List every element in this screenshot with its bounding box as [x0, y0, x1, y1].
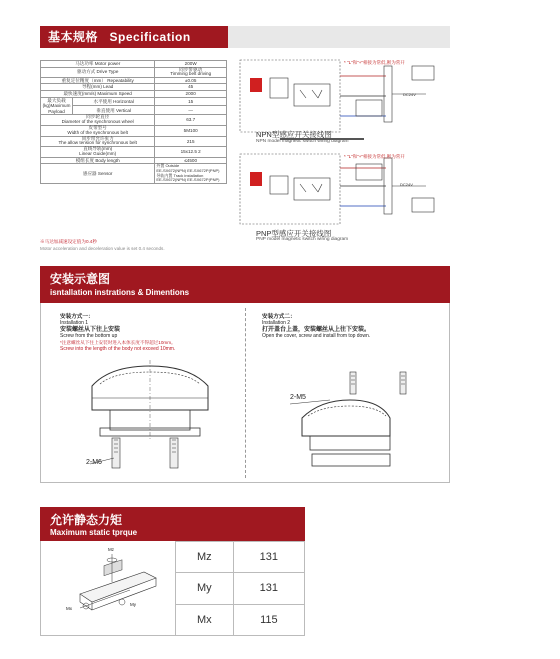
- svg-text:* "L"和"+"相接为常低,断为常开: * "L"和"+"相接为常低,断为常开: [344, 154, 405, 159]
- spec-value: 200W: [155, 61, 227, 68]
- section-header-installation: [40, 266, 450, 303]
- method2-desc-cn: 打开盖台上盖，安装螺丝从上往下安装。: [262, 326, 371, 333]
- table-row: [41, 97, 227, 106]
- install-method-2-text: [262, 314, 447, 340]
- section-title-cn: 允许静态力矩: [50, 513, 123, 527]
- spec-label: 直线导轨(mm) Linear Guide(mm): [41, 147, 155, 158]
- table-row: [41, 67, 227, 77]
- table-row: [176, 604, 305, 635]
- torque-table: [175, 541, 305, 636]
- section-title-specification: [40, 26, 228, 48]
- install-method-1-drawing: [70, 360, 230, 472]
- axis-label-mx: Mx: [66, 606, 72, 611]
- spec-value: 63.7: [155, 115, 227, 126]
- table-row: [41, 136, 227, 147]
- method1-desc-en: Screw from the bottom up: [60, 333, 118, 340]
- method1-desc-cn: 安装螺丝从下往上安装: [60, 326, 121, 333]
- spec-label: 最大负载 (kg)Maximum Payload: [41, 97, 73, 115]
- spec-label: 驱动方式 Drive Type: [41, 67, 155, 77]
- section-title-en: isntallation instrations & Dimentions: [50, 288, 190, 297]
- spec-value: 同步带驱动 Timming belt driving: [155, 67, 227, 77]
- torque-axis: My: [176, 573, 234, 604]
- spec-value: 215: [155, 136, 227, 147]
- section-title-en: Maximum static tprque: [50, 528, 138, 537]
- svg-text:* "L"和"+"相接为常低,断为常开: * "L"和"+"相接为常低,断为常开: [344, 60, 405, 65]
- spec-value: ≤4500: [155, 157, 227, 164]
- section-header-static-torque: [40, 507, 305, 541]
- spec-label: 马达功率 Motor power: [41, 61, 155, 68]
- pnp-subtitle: PNP model magnetic switch wiring diagram: [256, 237, 349, 242]
- led-icon: [250, 78, 262, 92]
- spec-value: 外置 Outside EE-SX672(NPN) EE-SX672P(PNP) 导轨内置 Track installation EE-SX672(NPN) EE-SX672P(PNP): [155, 164, 227, 183]
- spec-value: —: [155, 106, 227, 115]
- spec-label: 同步轮直径 Diameter of the synchronous wheel: [41, 115, 155, 126]
- method2-title-cn: 安装方式二：: [262, 314, 296, 320]
- section-title-cn: 安装示意图: [50, 272, 111, 286]
- pnp-voltage-label: DC24V: [400, 182, 413, 187]
- spec-sub-label: 水平使用 Horizontal: [73, 97, 155, 106]
- spec-table: [40, 60, 227, 184]
- spec-sub-label: 垂直使用 Vertical: [73, 106, 155, 115]
- method2-desc-en: Open the cover, screw and install from top down.: [262, 333, 371, 340]
- note-cn: ※马达加减速设定值为0.4秒: [40, 239, 97, 244]
- pnp-wiring-diagram: [236, 150, 450, 228]
- table-row: [41, 90, 227, 97]
- torque-axes-diagram: [60, 546, 170, 632]
- table-row: [176, 542, 305, 573]
- spec-label: 同步带允许张力 The allow tension for synchronous belt: [41, 136, 155, 147]
- axis-label-my: My: [130, 602, 136, 607]
- torque-axis: Mx: [176, 604, 234, 635]
- spec-value: 5M100: [155, 125, 227, 136]
- install-method-1-text: [60, 314, 240, 352]
- method1-title-en: Installation 1: [60, 320, 89, 327]
- method1-warning-en: Screw into the length of the body not exceed 10mm.: [60, 346, 176, 353]
- torque-value: 131: [233, 542, 304, 573]
- npn-wiring-diagram: [236, 56, 450, 136]
- spec-label: 皮带型号 Width of the synchronous belt: [41, 125, 155, 136]
- npn-voltage-label: DC24V: [403, 92, 416, 97]
- note-en: Motor acceleration and deceleration value is set 0.4 seconds.: [40, 246, 165, 251]
- npn-subtitle: NPN model magnetic switch wiring diagram: [256, 139, 349, 144]
- torque-value: 115: [233, 604, 304, 635]
- torque-value: 131: [233, 573, 304, 604]
- torque-axis: Mz: [176, 542, 234, 573]
- pnp-title: PNP型感应开关接线图: [256, 229, 332, 238]
- section-title-cn: 基本规格: [48, 30, 99, 44]
- table-row: [41, 84, 227, 91]
- table-row: [41, 157, 227, 164]
- spec-value: ±0.05: [155, 77, 227, 84]
- table-row: [41, 115, 227, 126]
- table-row: [41, 77, 227, 84]
- section-title-en: Specification: [109, 30, 191, 44]
- method1-screw-label: 2-M6: [86, 459, 102, 466]
- spec-value: 15: [155, 97, 227, 106]
- installation-divider: [245, 308, 246, 478]
- axis-label-mz: Mz: [108, 547, 114, 552]
- spec-label: 导程(mm) Lead: [41, 84, 155, 91]
- spec-value: 45: [155, 84, 227, 91]
- table-row: [41, 125, 227, 136]
- table-row: [176, 573, 305, 604]
- spec-value: 2000: [155, 90, 227, 97]
- method2-screw-label: 2-M5: [290, 394, 306, 401]
- spec-label: 重复定位精度（mm） Repeatability: [41, 77, 155, 84]
- led-icon: [250, 172, 262, 186]
- table-row: [41, 147, 227, 158]
- spec-label: 最快速度(mm/s) Maximum Speed: [41, 90, 155, 97]
- method1-title-cn: 安装方式一：: [60, 314, 94, 320]
- spec-label: 感应器 Sensor: [41, 164, 155, 183]
- method2-title-en: Installation 2: [262, 320, 291, 327]
- spec-value: 15x12.5 2: [155, 147, 227, 158]
- table-row: [41, 164, 227, 183]
- method1-warning-cn: *注意螺丝从下往上安装时进入本体长度不得超过10mm。: [60, 339, 176, 345]
- npn-title: NPN型感应开关接线图: [256, 130, 332, 139]
- spec-label: 模组长度 Body length: [41, 157, 155, 164]
- install-method-2-drawing: [290, 370, 430, 470]
